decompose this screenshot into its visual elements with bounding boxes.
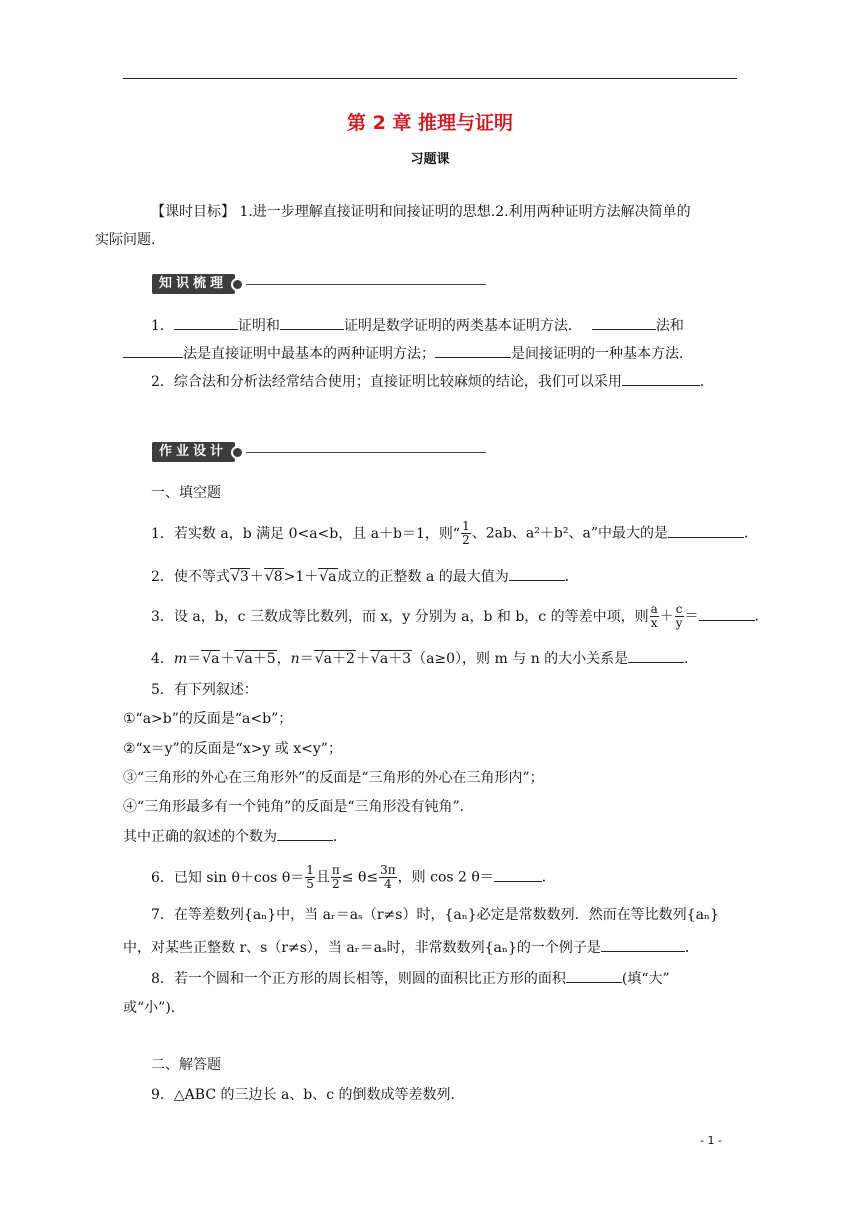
objective-label: 【课时目标】 — [151, 204, 235, 220]
header-rule — [123, 78, 737, 79]
question-6 — [123, 864, 737, 891]
question-5-option3 — [123, 768, 737, 788]
text: 其中正确的叙述的个数为 — [123, 829, 277, 845]
fill-blank[interactable] — [628, 648, 684, 663]
knowledge-item2 — [123, 371, 737, 392]
text: 且 — [315, 869, 330, 886]
chapter-title: 第 2 章 推理与证明 — [346, 112, 514, 134]
text: n — [290, 651, 300, 667]
text: ＋ — [249, 569, 264, 585]
knowledge-item1-line1 — [123, 315, 737, 336]
text: ≤ θ≤ — [341, 869, 379, 886]
numerator: π — [331, 863, 340, 877]
objective-line1: 1.进一步理解直接证明和间接证明的思想.2.利用两种证明方法解决简单的 — [239, 204, 691, 220]
denominator: 4 — [384, 877, 392, 891]
text: 2．综合法和分析法经常结合使用；直接证明比较麻烦的结论，我们可以采用 — [151, 374, 622, 390]
text: ． — [684, 651, 699, 667]
text: ＝ — [187, 651, 202, 667]
sqrt: √ 8 — [264, 568, 284, 585]
section-badge-homework — [152, 441, 486, 463]
numerator: 3π — [380, 863, 396, 877]
text: ． — [333, 829, 347, 845]
fill-blank[interactable] — [280, 315, 344, 330]
text: ． — [754, 608, 769, 625]
numerator: a — [650, 602, 658, 616]
badge-dot-icon — [231, 278, 244, 291]
knowledge-item1-line2 — [123, 343, 737, 364]
sqrt: √ 3 — [230, 568, 250, 585]
text: 证明是数学证明的两类基本证明方法． — [343, 318, 582, 334]
section-badge-knowledge — [152, 273, 486, 295]
denominator: 5 — [306, 877, 314, 891]
question-9 — [123, 1085, 737, 1105]
question-1 — [123, 519, 758, 547]
fraction — [379, 864, 397, 891]
text: 证明和 — [237, 318, 280, 334]
text: (填“大” — [621, 971, 670, 987]
text: 二、解答题 — [151, 1057, 221, 1073]
text: m — [173, 651, 188, 667]
text: ②“x＝y”的反面是“x>y 或 x<y”； — [123, 741, 342, 757]
fill-blank[interactable] — [435, 343, 511, 358]
text: ，则 cos 2 θ＝ — [397, 869, 494, 886]
fill-blank[interactable] — [566, 968, 622, 983]
objective-paragraph — [95, 198, 737, 254]
badge-dot-icon — [231, 446, 244, 459]
sqrt: √ a — [318, 568, 337, 585]
fraction — [305, 864, 315, 891]
text: ． — [564, 569, 579, 585]
text: 7．在等差数列{aₙ}中，当 aᵣ＝aₛ（r≠s）时，{aₙ}必定是常数数列．然而在等比数列{aₙ} — [151, 907, 719, 923]
question-7-line1 — [123, 905, 737, 925]
text: 8．若一个圆和一个正方形的周长相等，则圆的面积比正方形的面积 — [151, 971, 566, 987]
text: 法是直接证明中最基本的两种证明方法； — [183, 346, 435, 362]
text: 一、填空题 — [151, 485, 221, 501]
text: 法和 — [655, 318, 684, 334]
text: ＋ — [220, 651, 235, 667]
fill-blank[interactable] — [592, 315, 656, 330]
question-5-option4 — [123, 797, 737, 817]
sqrt: √ a＋5 — [234, 650, 276, 667]
fraction — [331, 864, 341, 891]
text: 2．使不等式 — [151, 569, 230, 585]
question-5-intro — [123, 680, 737, 700]
denominator: x — [650, 616, 658, 630]
section-label-knowledge: 知识梳理 — [152, 274, 235, 294]
text: ． — [743, 525, 758, 542]
badge-rule — [246, 452, 486, 453]
text: ＋ — [659, 608, 674, 625]
fill-blank[interactable] — [123, 343, 183, 358]
section-label-homework: 作业设计 — [152, 442, 235, 462]
sqrt: √ a — [201, 650, 220, 667]
text: 中，对某些正整数 r、s（r≠s），当 aᵣ＝aₛ时，非常数数列{aₙ}的一个例子是 — [123, 940, 601, 956]
question-8-line2 — [123, 998, 737, 1018]
text: 、2ab、a²＋b²、a”中最大的是 — [471, 525, 668, 542]
badge-rule — [246, 284, 486, 285]
part1-heading — [123, 483, 737, 503]
question-5-option2 — [123, 739, 737, 759]
text: ＝ — [299, 651, 314, 667]
page-number: - 1 - — [700, 1134, 722, 1147]
text: ＋ — [355, 651, 370, 667]
sqrt: √ a＋2 — [314, 650, 356, 667]
text: （a≥0），则 m 与 n 的大小关系是 — [412, 651, 629, 667]
text: ， — [276, 651, 291, 667]
text: 9．△ABC 的三边长 a、b、c 的倒数成等差数列． — [151, 1087, 465, 1103]
text: ③“三角形的外心在三角形外”的反面是“三角形的外心在三角形内”； — [123, 770, 544, 786]
text: >1＋ — [283, 569, 319, 585]
fraction — [675, 603, 684, 630]
numerator: 1 — [306, 863, 314, 877]
text: ． — [684, 940, 699, 956]
part2-heading — [123, 1055, 737, 1075]
numerator: c — [675, 602, 683, 616]
text: 或“小”)． — [123, 1000, 185, 1016]
text: ＝ — [684, 608, 699, 625]
text: 6．已知 sin θ＋cos θ＝ — [151, 869, 305, 886]
question-2 — [123, 566, 737, 587]
fill-blank[interactable] — [668, 523, 744, 538]
text: 成立的正整数 a 的最大值为 — [337, 569, 509, 585]
question-4 — [123, 648, 737, 669]
fill-blank[interactable] — [699, 606, 755, 621]
numerator: 1 — [462, 519, 470, 533]
question-3 — [123, 602, 769, 630]
objective-line2: 实际问题. — [95, 232, 156, 248]
denominator: 2 — [462, 533, 470, 547]
fraction — [650, 603, 659, 630]
text: 4． — [151, 651, 174, 667]
denominator: y — [675, 616, 683, 630]
text: 5．有下列叙述： — [151, 682, 258, 698]
text: ④“三角形最多有一个钝角”的反面是“三角形没有钝角”． — [123, 799, 474, 815]
question-5-option1 — [123, 709, 737, 729]
sqrt: √ a＋3 — [370, 650, 412, 667]
question-7-line2 — [123, 937, 737, 958]
question-5-end — [123, 826, 737, 847]
lesson-subtitle: 习题课 — [410, 152, 450, 167]
fill-blank[interactable] — [622, 371, 700, 386]
fill-blank[interactable] — [174, 315, 238, 330]
text: 1．若实数 a，b 满足 0<a<b，且 a＋b＝1，则“ — [151, 525, 461, 542]
text: 1． — [151, 318, 174, 334]
fill-blank[interactable] — [601, 937, 685, 952]
fill-blank[interactable] — [277, 826, 333, 841]
question-8-line1 — [123, 968, 737, 989]
fraction — [461, 520, 471, 547]
text: 3．设 a，b，c 三数成等比数列，而 x，y 分别为 a，b 和 b，c 的等差中项，则 — [151, 608, 649, 625]
fill-blank[interactable] — [494, 867, 542, 882]
denominator: 2 — [332, 877, 340, 891]
fill-blank[interactable] — [509, 566, 565, 581]
text: ． — [699, 374, 714, 390]
text: ． — [541, 869, 556, 886]
text: ①“a>b”的反面是“a<b”； — [123, 711, 293, 727]
text: 是间接证明的一种基本方法． — [511, 346, 693, 362]
